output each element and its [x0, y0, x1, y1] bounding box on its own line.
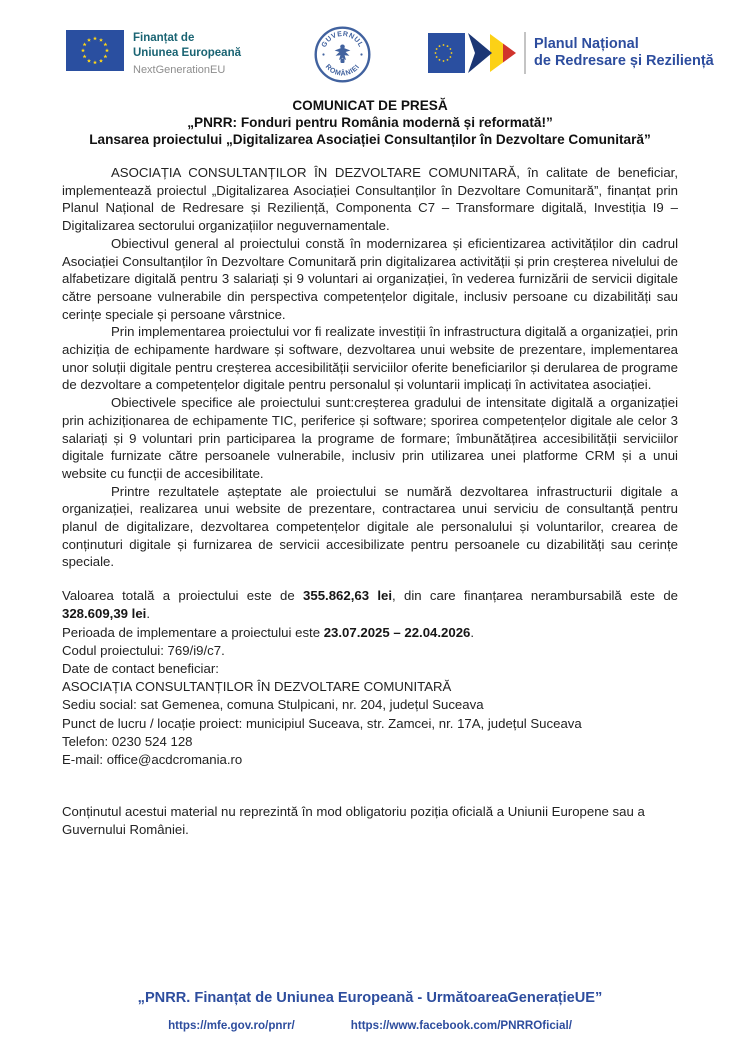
implementation-period-line [62, 624, 678, 642]
total-value: 355.862,63 lei [303, 588, 393, 604]
project-code-line: Codul proiectului: 769/i9/c7. [62, 642, 225, 658]
seal-text-bottom: ROMÂNIEI [323, 63, 362, 78]
paragraph-general-objective: Obiectivul general al proiectului constă în modernizarea și eficientizarea activităților din cadrul Asociației Consultanților în Dezvoltare Comunitară prin digitalizarea activității și prin creșterea nivelului de alfabetizare digitală pentru 3 salariați și 9 voluntari ai organizației, în vederea furnizării de servicii digitale către persoane vulnerabile din perspectiva competențelor digitale, inclusiv persoane cu dizabilități sau cerințe speciale și persoane vârstnice. [62, 235, 678, 322]
gov-romania-seal-icon [314, 26, 371, 83]
value-text-2: , din care finanțarea nerambursabilă este de [392, 588, 678, 604]
implementation-period: 23.07.2025 – 22.04.2026 [323, 624, 471, 640]
project-launch-title: Lansarea proiectului „Digitalizarea Asociației Consultanților în Dezvoltare Comunitară” [89, 132, 651, 147]
organization-name-line: ASOCIAȚIA CONSULTANȚILOR ÎN DEZVOLTARE COMUNITARĂ [62, 679, 452, 695]
paragraph-investments: Prin implementarea proiectului vor fi realizate investiții în infrastructura digitală a organizației, prin achiziția de echipamente hardware și software, dezvoltarea unui website de prezentare, implementarea unor soluții digitale pentru creșterea accesibilității serviciilor oferite beneficiarilor și derularea de programe de dezvoltare a competențelor digitale pentru personalul și voluntarii implicați în activitatea asociației. [62, 324, 678, 393]
pnrr-arrows-icon [428, 28, 520, 78]
footer-links [0, 1019, 740, 1032]
eu-funding-logo [66, 30, 241, 76]
value-text-3: . [146, 606, 150, 622]
nextgeneration-eu-label: NextGenerationEU [133, 63, 226, 76]
project-value-line [62, 587, 678, 623]
contact-label-line: Date de contact beneficiar: [62, 660, 219, 676]
press-release-heading: COMUNICAT DE PRESĂ [292, 98, 448, 113]
registered-office-line: Sediu social: sat Gemenea, comuna Stulpicani, nr. 204, județul Suceava [62, 697, 484, 713]
eu-flag-icon [66, 30, 124, 71]
pnrr-logo-text [534, 36, 714, 70]
title-block [62, 97, 678, 148]
footer-tagline: „PNRR. Finanțat de Uniunea Europeană - UrmătoareaGenerațieUE” [137, 990, 603, 1006]
footer [0, 990, 740, 1032]
body-paragraphs [62, 164, 678, 571]
eu-funded-by-line1: Finanțat de [133, 32, 195, 44]
period-text-2: . [470, 624, 475, 640]
work-point-line: Punct de lucru / locație proiect: municipiul Suceava, str. Zamcei, nr. 17A, județul Suceava [62, 715, 582, 731]
pnrr-title-line2: de Redresare și Reziliență [534, 53, 714, 69]
paragraph-beneficiary: ASOCIAȚIA CONSULTANȚILOR ÎN DEZVOLTARE COMUNITARĂ, în calitate de beneficiar, implementează proiectul „Digitalizarea Asociației Consultanților în Dezvoltare Comunitară”, finanțat prin Planul Național de Redresare și Reziliență, Componenta C7 – Transformare digitală, Investiția I9 – Digitalizarea sectorului organizațiilor neguvernamentale. [62, 165, 678, 234]
paragraph-expected-results: Printre rezultatele așteptate ale proiectului se numără dezvoltarea infrastructurii digitale a organizației, realizarea unui website de prezentare, contractarea unui serviciu de consultanță pentru planul de digitalizare, dezvoltarea competențelor digitale ale personalului și voluntarilor, crearea de conținuturi digitale și furnizarea de servicii accesibilizate pentru persoanele cu dizabilități sau cerințe speciale. [62, 483, 678, 570]
period-text-1: Perioada de implementare a proiectului este [62, 624, 324, 640]
eu-funding-text [133, 30, 241, 76]
pnrr-slogan-line: „PNRR: Fonduri pentru România modernă și reformată!” [187, 115, 553, 130]
government-of-romania-seal [314, 26, 371, 83]
disclaimer-block [62, 803, 678, 839]
pnrr-logo [428, 28, 714, 78]
pnrr-logo-divider [524, 32, 526, 74]
mfe-pnrr-link[interactable]: https://mfe.gov.ro/pnrr/ [168, 1019, 295, 1032]
value-text-1: Valoarea totală a proiectului este de [62, 588, 304, 604]
pnrr-facebook-link[interactable]: https://www.facebook.com/PNRROficial/ [350, 1019, 572, 1032]
phone-line: Telefon: 0230 524 128 [62, 733, 193, 749]
eu-funded-by-line2: Uniunea Europeană [133, 46, 241, 59]
email-line: E-mail: office@acdcromania.ro [62, 752, 243, 767]
paragraph-specific-objectives: Obiectivele specifice ale proiectului sunt:creșterea gradului de intensitate digitală a organizației prin achiziționarea de echipamente TIC, periferice și software; sporirea competențelor digitale ale celor 3 salariați și 9 voluntari prin participarea la programe de formare; îmbunătățirea accesibilității serviciilor digitale furnizate către persoanele vulnerabile, inclusiv prin utilizarea unei platforme CRM și a unui website cu funcții de accesibilitate. [62, 395, 678, 481]
disclaimer-text: Conținutul acestui material nu reprezintă în mod obligatoriu poziția oficială a Uniunii Europene sau a Guvernului României. [62, 804, 645, 838]
pnrr-title-line1: Planul Național [534, 35, 639, 52]
grant-value: 328.609,39 lei [62, 606, 147, 622]
seal-text-top: GUVERNUL [320, 30, 365, 49]
header-logos [0, 26, 740, 86]
project-details [62, 587, 678, 769]
